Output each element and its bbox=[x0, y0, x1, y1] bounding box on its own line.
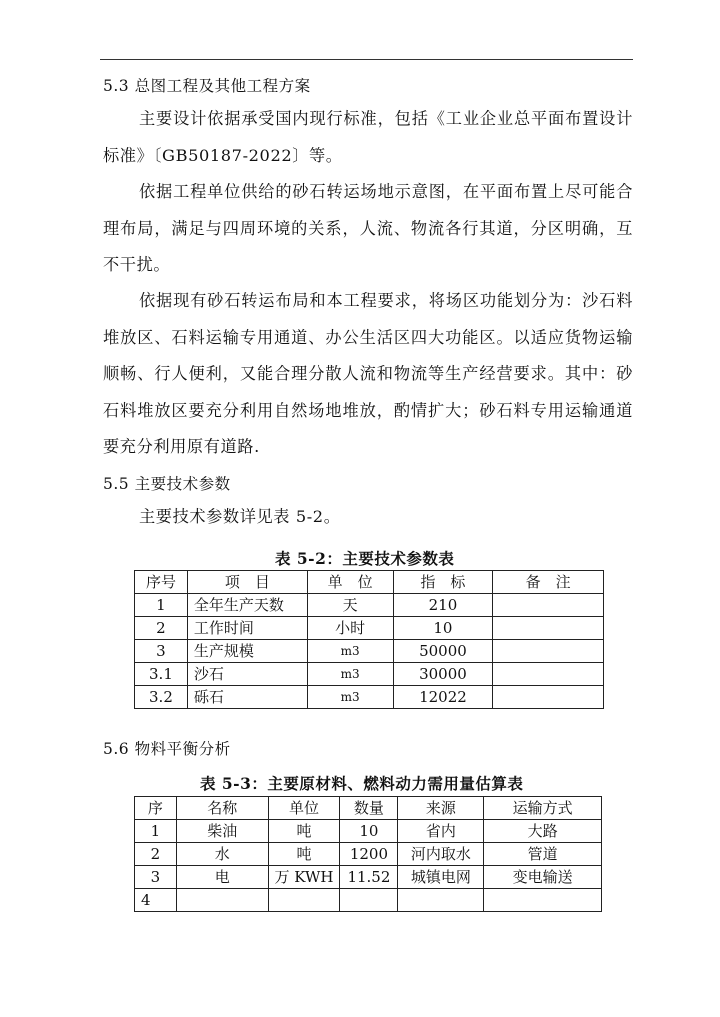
table-row bbox=[135, 843, 602, 866]
header-cell: 来源 bbox=[398, 797, 484, 820]
table-cell: m3 bbox=[307, 663, 393, 686]
table-cell: 小时 bbox=[307, 617, 393, 640]
section-5-3-paragraph-3: 依据现有砂石转运布局和本工程要求，将场区功能划分为：沙石料堆放区、石料运输专用通道、办公生活区四大功能区。以适应货物运输顺畅、行人便利，又能合理分散人流和物流等生产经营要求。其中：砂石料堆放区要充分利用自然场地堆放，酌情扩大；砂石料专用运输通道要充分利用原有道路. bbox=[103, 291, 633, 456]
table-cell bbox=[493, 640, 604, 663]
table-cell: 砾石 bbox=[187, 686, 307, 709]
table-cell: m3 bbox=[307, 640, 393, 663]
table-row bbox=[135, 594, 604, 617]
table-row bbox=[135, 866, 602, 889]
table-row bbox=[135, 640, 604, 663]
header-cell: 项 目 bbox=[187, 571, 307, 594]
table-header-row bbox=[135, 797, 602, 820]
table-cell bbox=[268, 889, 340, 912]
table-cell: 1 bbox=[135, 594, 188, 617]
table-cell: 3.1 bbox=[135, 663, 188, 686]
table-cell: 10 bbox=[393, 617, 493, 640]
table-5-3 bbox=[134, 796, 602, 912]
table-cell: 天 bbox=[307, 594, 393, 617]
table-cell bbox=[493, 617, 604, 640]
table-row bbox=[135, 686, 604, 709]
header-cell: 备 注 bbox=[493, 571, 604, 594]
table-cell bbox=[340, 889, 398, 912]
table-cell: 3 bbox=[135, 866, 177, 889]
table-cell: 3.2 bbox=[135, 686, 188, 709]
table-cell: 城镇电网 bbox=[398, 866, 484, 889]
table-cell bbox=[398, 889, 484, 912]
table-cell bbox=[493, 594, 604, 617]
table-cell: 吨 bbox=[268, 820, 340, 843]
table-cell bbox=[493, 686, 604, 709]
table-cell: 变电输送 bbox=[484, 866, 602, 889]
section-5-3-paragraph-1: 主要设计依据承受国内现行标准，包括《工业企业总平面布置设计标准》〔GB50187-2022〕等。 bbox=[103, 109, 633, 165]
table-cell: 4 bbox=[135, 889, 177, 912]
table-cell: 万 KWH bbox=[268, 866, 340, 889]
table-row bbox=[135, 663, 604, 686]
table-cell bbox=[493, 663, 604, 686]
table-cell: 30000 bbox=[393, 663, 493, 686]
table-cell bbox=[484, 889, 602, 912]
header-rule bbox=[100, 59, 633, 60]
table-5-2-caption: 表 5-2：主要技术参数表 bbox=[275, 549, 455, 568]
table-cell: 生产规模 bbox=[187, 640, 307, 663]
header-cell: 数量 bbox=[340, 797, 398, 820]
table-header-row bbox=[135, 571, 604, 594]
table-cell: 工作时间 bbox=[187, 617, 307, 640]
table-cell bbox=[176, 889, 268, 912]
table-cell: 全年生产天数 bbox=[187, 594, 307, 617]
table-row bbox=[135, 820, 602, 843]
header-cell: 单 位 bbox=[307, 571, 393, 594]
table-row bbox=[135, 617, 604, 640]
header-cell: 指 标 bbox=[393, 571, 493, 594]
table-cell: 3 bbox=[135, 640, 188, 663]
table-cell: 柴油 bbox=[176, 820, 268, 843]
section-5-3-paragraph-2: 依据工程单位供给的砂石转运场地示意图，在平面布置上尽可能合理布局，满足与四周环境的关系，人流、物流各行其道，分区明确，互不干扰。 bbox=[103, 182, 633, 274]
table-cell: 管道 bbox=[484, 843, 602, 866]
header-cell: 序 bbox=[135, 797, 177, 820]
table-row bbox=[135, 889, 602, 912]
table-cell: 2 bbox=[135, 617, 188, 640]
table-cell: 50000 bbox=[393, 640, 493, 663]
section-5-6-heading: 5.6 物料平衡分析 bbox=[103, 740, 231, 758]
table-cell: 210 bbox=[393, 594, 493, 617]
header-cell: 单位 bbox=[268, 797, 340, 820]
table-cell: 沙石 bbox=[187, 663, 307, 686]
table-cell: 10 bbox=[340, 820, 398, 843]
section-5-3-heading: 5.3 总图工程及其他工程方案 bbox=[103, 77, 311, 95]
header-cell: 序号 bbox=[135, 571, 188, 594]
table-cell: 省内 bbox=[398, 820, 484, 843]
table-cell: 河内取水 bbox=[398, 843, 484, 866]
table-cell: 12022 bbox=[393, 686, 493, 709]
table-cell: m3 bbox=[307, 686, 393, 709]
table-cell: 2 bbox=[135, 843, 177, 866]
table-cell: 电 bbox=[176, 866, 268, 889]
header-cell: 名称 bbox=[176, 797, 268, 820]
section-5-5-heading: 5.5 主要技术参数 bbox=[103, 475, 231, 493]
table-cell: 水 bbox=[176, 843, 268, 866]
table-5-2 bbox=[134, 570, 604, 709]
section-5-5-paragraph: 主要技术参数详见表 5-2。 bbox=[139, 507, 341, 526]
table-cell: 吨 bbox=[268, 843, 340, 866]
table-cell: 11.52 bbox=[340, 866, 398, 889]
table-cell: 大路 bbox=[484, 820, 602, 843]
header-cell: 运输方式 bbox=[484, 797, 602, 820]
table-cell: 1 bbox=[135, 820, 177, 843]
table-5-3-caption: 表 5-3：主要原材料、燃料动力需用量估算表 bbox=[200, 774, 524, 793]
table-cell: 1200 bbox=[340, 843, 398, 866]
